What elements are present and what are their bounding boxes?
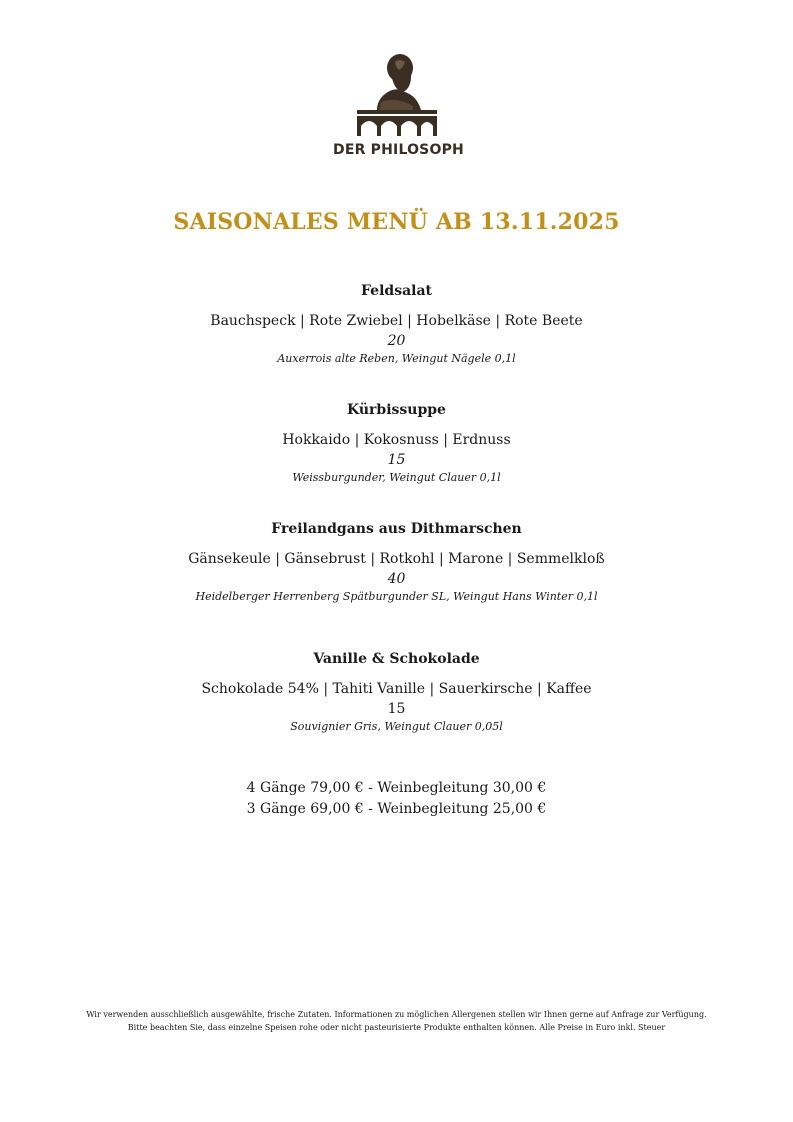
- course-description: Schokolade 54% | Tahiti Vanille | Sauerkirsche | Kaffee: [201, 681, 592, 697]
- footer-notice: [0, 1008, 793, 1034]
- course-name: Vanille & Schokolade: [313, 651, 480, 667]
- set-prices: [0, 778, 793, 820]
- menu-title: SAISONALES MENÜ AB 13.11.2025: [173, 209, 620, 235]
- course-description: Hokkaido | Kokosnuss | Erdnuss: [282, 432, 511, 448]
- course-name: Feldsalat: [361, 283, 432, 299]
- wine-pairing: Weissburgunder, Weingut Clauer 0,1l: [292, 471, 501, 484]
- wine-pairing: Heidelberger Herrenberg Spätburgunder SL, Weingut Hans Winter 0,1l: [195, 590, 598, 603]
- wine-pairing: Souvignier Gris, Weingut Clauer 0,05l: [290, 720, 503, 733]
- course-description: Bauchspeck | Rote Zwiebel | Hobelkäse | Rote Beete: [210, 313, 583, 329]
- philosopher-bust-logo-icon: [355, 50, 439, 138]
- course-name: Freilandgans aus Dithmarschen: [271, 521, 522, 537]
- footer-line-prices: Bitte beachten Sie, dass einzelne Speisen rohe oder nicht pasteurisierte Produkte enthalten können. Alle Preise in Euro inkl. Steuer: [127, 1023, 666, 1032]
- set-price-3-courses: 3 Gänge 69,00 € - Weinbegleitung 25,00 €: [246, 801, 547, 817]
- course-description: Gänsekeule | Gänsebrust | Rotkohl | Marone | Semmelkloß: [188, 551, 605, 567]
- set-price-4-courses: 4 Gänge 79,00 € - Weinbegleitung 30,00 €: [246, 780, 547, 796]
- wine-pairing: Auxerrois alte Reben, Weingut Nägele 0,1l: [277, 352, 516, 365]
- course-feldsalat: [0, 281, 793, 367]
- course-kuerbissuppe: [0, 400, 793, 486]
- course-price: 40: [387, 571, 406, 587]
- course-price: 20: [387, 333, 406, 349]
- course-name: Kürbissuppe: [347, 402, 446, 418]
- logo: [0, 50, 793, 158]
- footer-line-allergens: Wir verwenden ausschließlich ausgewählte, frische Zutaten. Informationen zu möglichen Allergenen stellen wir Ihnen gerne auf Anfrage zur Verfügung.: [86, 1010, 707, 1019]
- course-vanille-schokolade: [0, 649, 793, 735]
- brand-name: DER PHILOSOPH: [333, 142, 464, 158]
- course-freilandgans: [0, 519, 793, 605]
- course-price: 15: [387, 701, 406, 717]
- course-price: 15: [387, 452, 406, 468]
